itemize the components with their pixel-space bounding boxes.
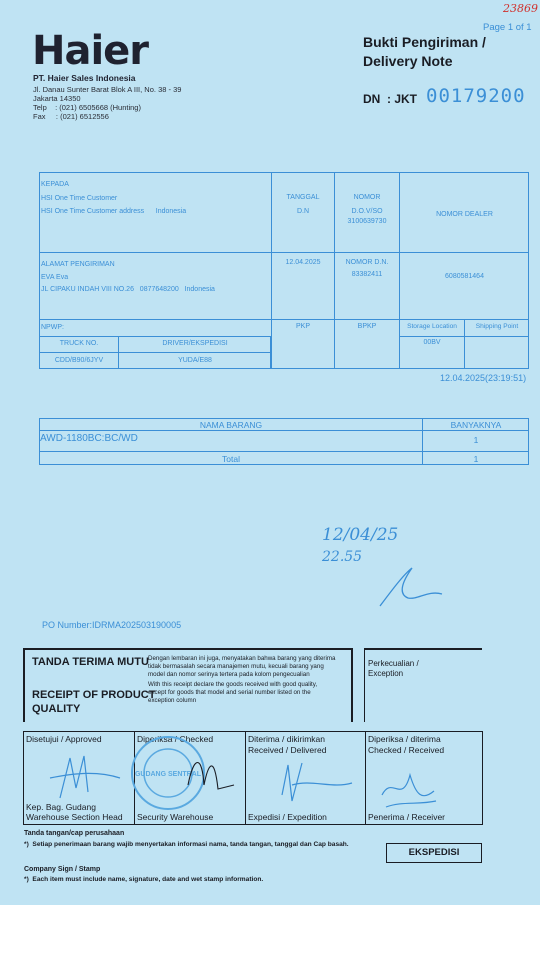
address-line: Jl. Danau Sunter Barat Blok A III, No. 38 - 39 — [33, 85, 182, 94]
signature-approved — [40, 748, 130, 803]
footer-sign-label: Tanda tangan/cap perusahaan — [24, 830, 125, 837]
items-col-qty: BANYAKNYA — [450, 420, 502, 430]
item-name: AWD-1180BC:BC/WD — [40, 433, 138, 444]
receipt-text — [148, 655, 348, 705]
company-address — [33, 85, 181, 121]
document-title-line: Bukti Pengiriman / — [363, 34, 486, 50]
total-label: Total — [222, 454, 240, 464]
storage-location-label: Storage Location — [407, 323, 457, 330]
receipt-title-en — [32, 688, 155, 716]
sig-delivered-label — [248, 734, 326, 756]
items-col-name: NAMA BARANG — [199, 420, 263, 430]
storage-value: 00BV — [423, 339, 441, 346]
sig-checked-label: Diperiksa / Checked — [137, 734, 214, 744]
handwritten-date: 12/04/25 — [322, 525, 399, 545]
kepada-block — [41, 180, 269, 217]
receipt-text-line: except for goods that model and serial number listed on the — [148, 689, 311, 696]
nomor-dn-label: NOMOR D.N. — [345, 259, 389, 266]
truck-value: CDD/B90/6JYV — [54, 357, 104, 364]
npwp-label: NPWP: — [41, 324, 64, 331]
print-timestamp: 12.04.2025(23:19:51) — [440, 373, 527, 383]
page-indicator: Page 1 of 1 — [483, 22, 532, 33]
footer-note-en: *) Each item must include name, signature, date and wet stamp information. — [24, 876, 264, 883]
receipt-title-id: TANDA TERIMA MUTU — [32, 656, 149, 668]
signature-received — [372, 755, 452, 815]
document-title-line: Delivery Note — [363, 53, 453, 69]
sig-checked-role: Security Warehouse — [137, 812, 214, 822]
table-divider — [365, 731, 366, 825]
dealer-value: 6080581464 — [445, 273, 484, 280]
exception-label-line: Perkecualian / — [368, 659, 419, 668]
item-qty: 1 — [473, 435, 479, 445]
driver-value: YUDA/E88 — [178, 357, 212, 364]
table-divider — [39, 319, 529, 320]
handwritten-doc-number: 23869 — [503, 2, 538, 15]
alamat-name: EVA Eva — [41, 274, 69, 281]
handwritten-signature — [372, 560, 452, 610]
receipt-text-line: With this receipt declare the goods received with good quality, — [148, 681, 318, 688]
sig-approved-role-line: Kep. Bag. Gudang — [26, 802, 96, 812]
ekspedisi-box: EKSPEDISI — [386, 843, 482, 863]
po-number: PO Number:IDRMA202503190005 — [42, 620, 182, 630]
exception-label — [368, 659, 419, 679]
customer-address: HSI One Time Customer address Indonesia — [41, 208, 187, 215]
exception-label-line: Exception — [368, 669, 404, 678]
stamp-text: GUDANG SENTRAL — [134, 771, 202, 778]
tanggal-sub: D.N — [296, 208, 310, 215]
alamat-label: ALAMAT PENGIRIMAN — [41, 261, 115, 268]
dn-label: DN : JKT — [363, 92, 417, 106]
receipt-text-line: tidak bermasalah secara manajemen mutu, kecuali barang yang — [148, 663, 324, 670]
customer-name: HSI One Time Customer — [41, 195, 118, 202]
nomor-header — [335, 193, 399, 227]
receipt-text-line: Dengan lembaran ini juga, menyatakan bahwa barang yang diterima — [148, 655, 336, 662]
sig-approved-role-line: Warehouse Section Head — [26, 812, 123, 822]
alamat-block — [41, 260, 269, 295]
table-divider — [39, 451, 529, 452]
document-title — [363, 33, 486, 71]
sig-approved-label: Disetujui / Approved — [26, 734, 102, 744]
table-divider — [39, 252, 529, 253]
footer-sign-label-en: Company Sign / Stamp — [24, 866, 101, 873]
sig-received-label-line: Checked / Received — [368, 745, 445, 755]
sig-received-label-line: Diperiksa / diterima — [368, 734, 441, 744]
address-line: Fax : (021) 6512556 — [33, 112, 109, 121]
sig-delivered-role: Expedisi / Expedition — [248, 812, 327, 822]
driver-label: DRIVER/EKSPEDISI — [162, 340, 228, 347]
company-name: PT. Haier Sales Indonesia — [33, 73, 136, 83]
nomor-dn-block — [335, 258, 399, 280]
receipt-title-en-line: RECEIPT OF PRODUCT — [32, 689, 156, 701]
nomor-sub: D.O.V/SO — [351, 208, 383, 215]
handwritten-time: 22.55 — [322, 549, 363, 565]
tanggal-header — [272, 193, 334, 217]
signature-delivered — [262, 755, 362, 810]
nomor-value: 3100639730 — [347, 218, 387, 225]
receipt-text-line: exception column — [148, 697, 197, 704]
table-divider — [39, 430, 529, 431]
table-divider — [39, 352, 271, 353]
kepada-label: KEPADA — [41, 181, 69, 188]
tanggal-value: 12.04.2025 — [285, 259, 321, 266]
pkp-label: PKP — [295, 323, 310, 330]
sig-received-label — [368, 734, 444, 756]
total-qty: 1 — [473, 454, 479, 464]
shipping-point-label: Shipping Point — [475, 323, 519, 330]
sig-received-role: Penerima / Receiver — [368, 812, 446, 822]
footer-note-id: *) Setiap penerimaan barang wajib menyertakan informasi nama, tanda tangan, tanggal dan Cap basah. — [24, 841, 349, 848]
sig-delivered-label-line: Diterima / dikirimkan — [248, 734, 325, 744]
signature-checked — [178, 745, 248, 800]
alamat-address: JL CIPAKU INDAH VIII NO.26 0877648200 Indonesia — [41, 286, 215, 293]
receipt-title-en-line: QUALITY — [32, 703, 81, 715]
receipt-text-line: model dan nomor serinya tertera pada kolom pengecualian — [148, 671, 310, 678]
table-divider — [399, 336, 529, 337]
nomor-dealer-label: NOMOR DEALER — [436, 211, 493, 218]
sig-approved-role — [26, 802, 123, 822]
sig-delivered-label-line: Received / Delivered — [248, 745, 327, 755]
truck-label: TRUCK NO. — [59, 340, 99, 347]
haier-logo: Haier — [32, 28, 149, 74]
tanggal-label: TANGGAL — [286, 194, 320, 201]
dn-number: 00179200 — [426, 85, 526, 107]
nomor-dn-value: 83382411 — [351, 271, 383, 278]
address-line: Telp : (021) 6505668 (Hunting) — [33, 103, 141, 112]
address-line: Jakarta 14350 — [33, 94, 81, 103]
bpkp-label: BPKP — [357, 323, 377, 330]
nomor-label: NOMOR — [353, 194, 381, 201]
